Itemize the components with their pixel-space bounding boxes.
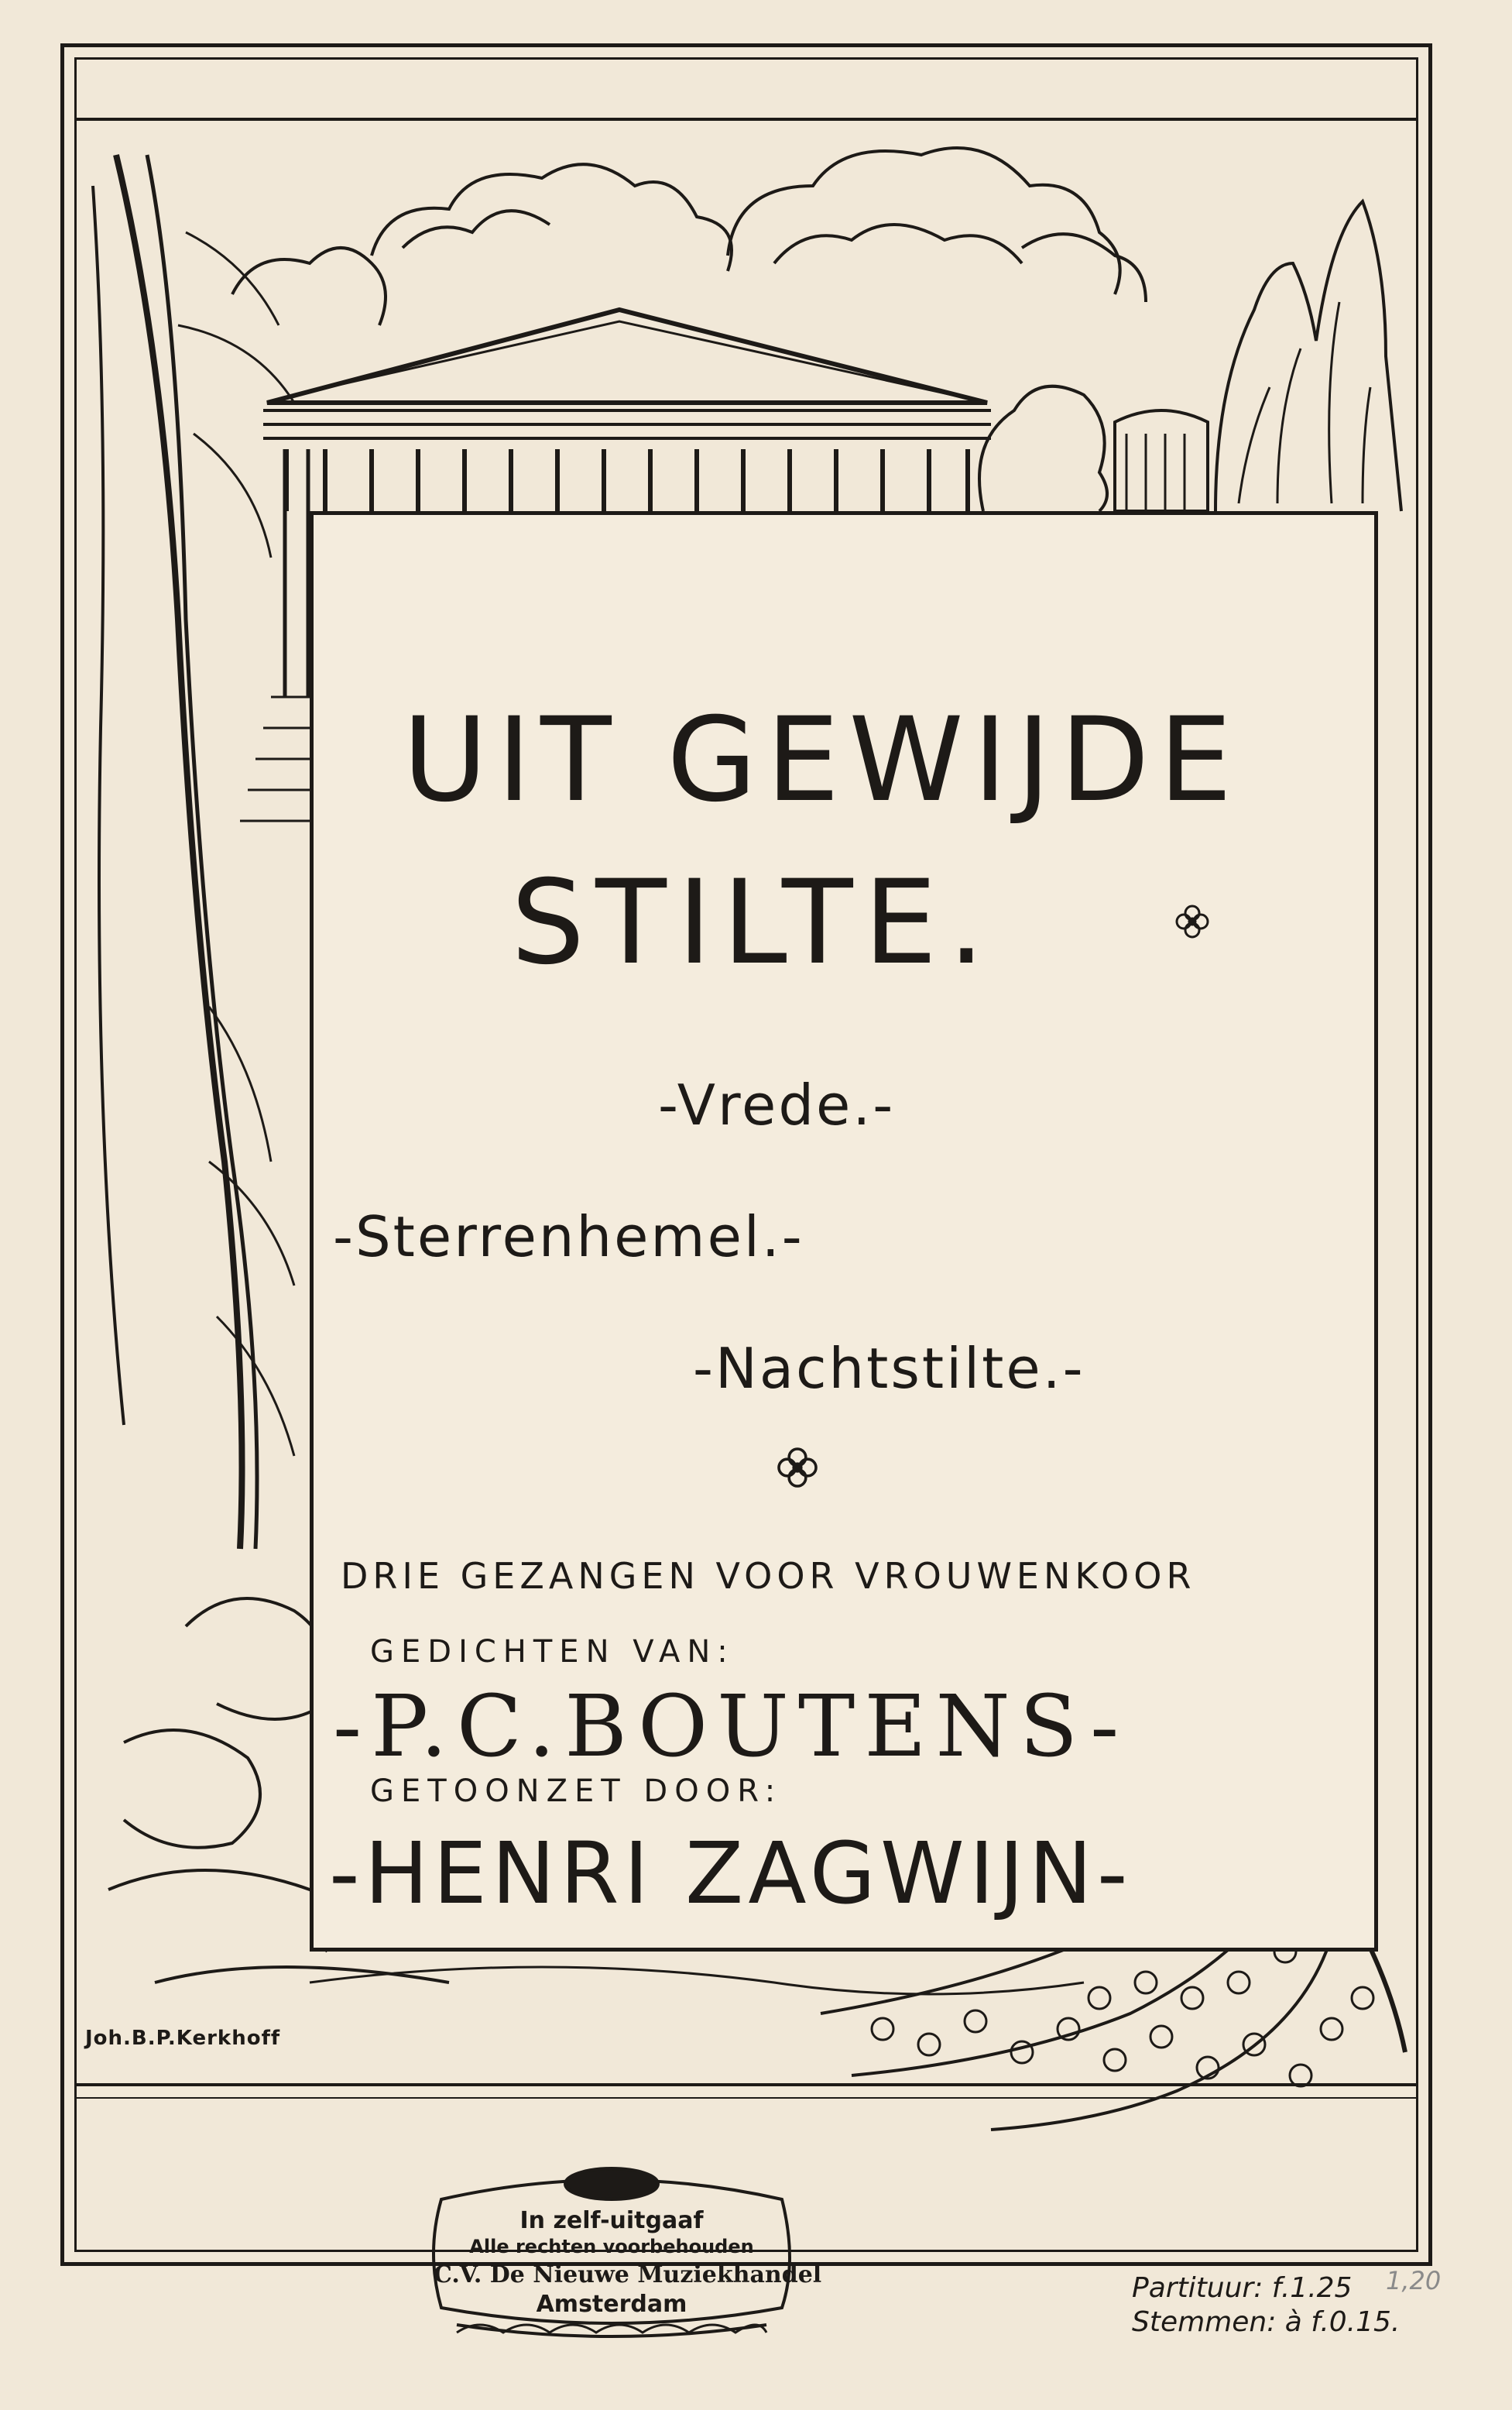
publisher-line-2: Alle rechten voorbehouden: [469, 2236, 754, 2257]
rosette-icon: [774, 1444, 821, 1491]
composer-name: -HENRI ZAGWIJN-: [329, 1824, 1133, 1923]
poems-label: GEDICHTEN VAN:: [370, 1634, 735, 1670]
illustrator-signature: Joh.B.P.Kerkhoff: [85, 2027, 281, 2050]
cypress-tree: [1215, 201, 1401, 511]
title-line-2-text: STILTE: [511, 856, 948, 990]
pencil-note: 1,20: [1386, 2266, 1442, 2295]
title-line-2: [511, 856, 1512, 990]
publisher-line-4: Amsterdam: [536, 2291, 687, 2318]
publisher-line-3: C.V. De Nieuwe Muziekhandel: [434, 2261, 822, 2288]
price-score: Partituur: f.1.25: [1132, 2272, 1353, 2304]
title-line-2-period: .: [948, 856, 996, 990]
price-parts: Stemmen: à f.0.15.: [1132, 2306, 1401, 2338]
song-title-sterrenhemel: -Sterrenhemel.-: [333, 1204, 804, 1269]
cloud-icon: [372, 164, 732, 271]
composed-label: GETOONZET DOOR:: [370, 1773, 783, 1809]
rosette-icon: [1173, 902, 1212, 941]
cloud-icon: [728, 148, 1120, 294]
song-title-vrede: -Vrede.-: [658, 1073, 896, 1138]
title-line-1: UIT GEWIJDE: [403, 693, 1242, 828]
tree-trunk: [116, 155, 242, 1549]
work-description: DRIE GEZANGEN VOOR VROUWENKOOR: [341, 1555, 1196, 1597]
song-title-nachtstilte: -Nachtstilte.-: [693, 1336, 1085, 1401]
publisher-line-1: In zelf-uitgaaf: [519, 2207, 704, 2234]
poet-name: -P.C.BOUTENS-: [333, 1677, 1129, 1776]
